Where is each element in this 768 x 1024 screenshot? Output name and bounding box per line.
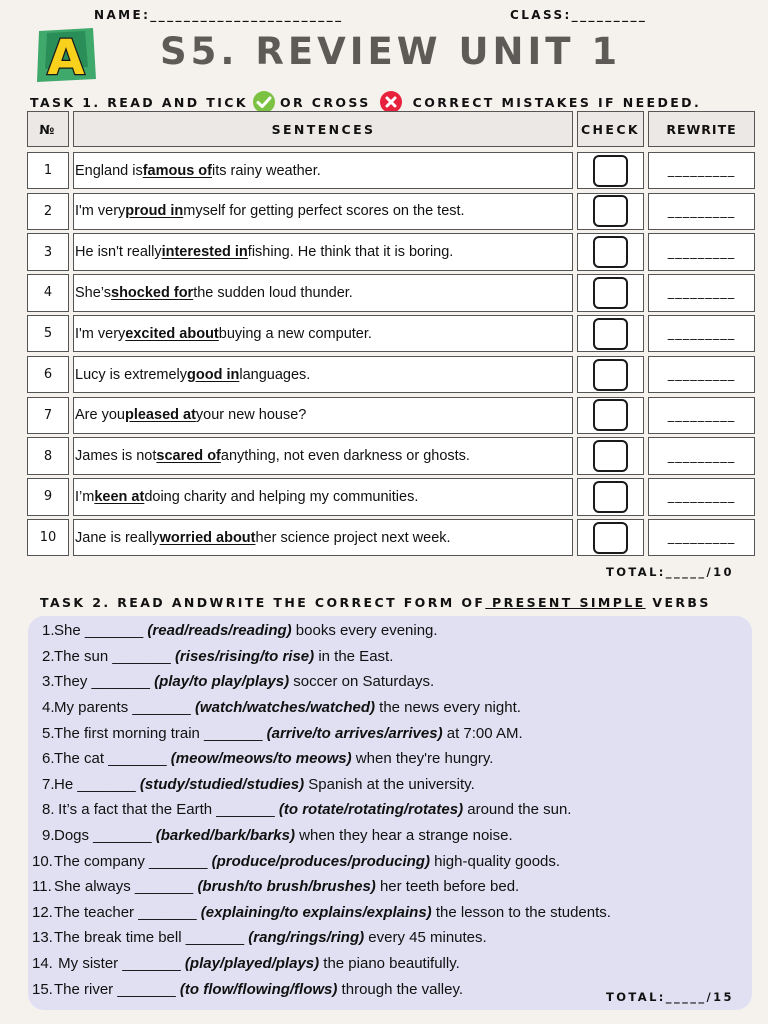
- sentence-after: fishing. He think that it is boring.: [247, 244, 454, 261]
- item-text-before: The break time bell _______: [54, 929, 249, 947]
- task2-item: [32, 951, 752, 977]
- task2-item: [32, 720, 752, 746]
- item-number: 7.: [42, 775, 55, 793]
- item-number: 5.: [42, 724, 55, 742]
- item-number: 9.: [42, 827, 55, 845]
- sentence-after: your new house?: [195, 407, 307, 424]
- letter-a-logo-icon: [35, 27, 97, 83]
- item-number: 2.: [42, 647, 55, 665]
- table-row: [27, 233, 755, 274]
- rewrite-blank[interactable]: _________: [648, 274, 755, 312]
- sentence-before: I'm very: [75, 325, 126, 342]
- sentence-after: anything, not even darkness or ghosts.: [220, 448, 470, 465]
- item-text-after: every 45 minutes.: [364, 929, 487, 947]
- task1-text-part2: OR CROSS: [279, 94, 371, 110]
- verb-options-text: (arrive/to arrives/arrives): [266, 724, 443, 742]
- verb-options-text: (to rotate/rotating/rotates): [278, 801, 464, 819]
- sentence-target-phrase: keen at: [94, 488, 145, 505]
- rewrite-blank[interactable]: _________: [648, 233, 755, 271]
- row-number: 2: [27, 193, 69, 231]
- item-text-after: the news every night.: [374, 699, 521, 717]
- task2-total[interactable]: TOTAL:_____/15: [606, 990, 734, 1004]
- item-text-after: the lesson to the students.: [431, 903, 611, 921]
- item-text-before: He _______: [54, 775, 140, 793]
- item-number: 14.: [32, 955, 53, 973]
- verb-options: [201, 904, 432, 921]
- item-number: 4.: [42, 699, 55, 717]
- sentence-after: the sudden loud thunder.: [193, 284, 353, 301]
- task1-total[interactable]: TOTAL:_____/10: [606, 565, 734, 579]
- row-number: 10: [27, 519, 69, 557]
- item-text-before: The company _______: [54, 852, 212, 870]
- sentence-table: [27, 111, 755, 560]
- sentence-after: buying a new computer.: [218, 325, 372, 342]
- task2-item: [32, 874, 752, 900]
- sentence-before: Jane is really: [75, 529, 160, 546]
- check-cell: [577, 437, 644, 475]
- item-text-before: My sister _______: [54, 955, 185, 973]
- task2-instructions: [40, 595, 711, 610]
- item-text-after: when they're hungry.: [351, 750, 494, 768]
- check-box[interactable]: [593, 359, 628, 391]
- item-text-after: at 7:00 AM.: [442, 724, 523, 742]
- table-row: [27, 152, 755, 193]
- task2-item: [32, 746, 752, 772]
- sentence-target-phrase: pleased at: [124, 407, 196, 424]
- sentence-target-phrase: interested in: [161, 244, 248, 261]
- task2-item: [32, 644, 752, 670]
- task1-text-part1: TASK 1. READ AND TICK: [30, 94, 248, 110]
- item-number: 12.: [32, 903, 53, 921]
- sentence-cell: [73, 397, 573, 435]
- table-row: [27, 315, 755, 356]
- verb-options: [171, 750, 352, 767]
- sentence-target-phrase: excited about: [125, 325, 219, 342]
- sentence-before: England is: [75, 162, 143, 179]
- task1-text-part3: CORRECT MISTAKES IF NEEDED.: [412, 94, 702, 110]
- verb-options-text: (rang/rings/ring): [248, 929, 365, 947]
- check-box[interactable]: [593, 440, 628, 472]
- task2-title-before: TASK 2. READ ANDWRITE THE CORRECT FORM OF: [40, 595, 486, 610]
- row-number: 6: [27, 356, 69, 394]
- item-text-before: The teacher _______: [54, 903, 201, 921]
- task2-item: [32, 797, 752, 823]
- verb-options: [180, 981, 337, 998]
- item-number: 3.: [42, 673, 55, 691]
- verb-options-text: (explaining/to explains/explains): [200, 903, 432, 921]
- rewrite-blank[interactable]: _________: [648, 519, 755, 557]
- item-text-before: The river _______: [54, 980, 180, 998]
- item-number: 6.: [42, 750, 55, 768]
- item-text-before: My parents _______: [54, 699, 195, 717]
- check-box[interactable]: [593, 522, 628, 554]
- check-cell: [577, 397, 644, 435]
- row-number: 8: [27, 437, 69, 475]
- check-cell: [577, 356, 644, 394]
- verb-options-text: (meow/meows/to meows): [170, 750, 352, 768]
- row-number: 9: [27, 478, 69, 516]
- sentence-cell: [73, 519, 573, 557]
- name-field-label[interactable]: NAME:_______________________: [94, 8, 344, 22]
- item-text-after: soccer on Saturdays.: [289, 673, 435, 691]
- page-title: S5. REVIEW UNIT 1: [160, 30, 622, 73]
- table-row: [27, 437, 755, 478]
- sentence-target-phrase: scared of: [156, 448, 221, 465]
- sentence-before: I'm very: [75, 203, 126, 220]
- sentence-before: James is not: [75, 448, 157, 465]
- item-text-before: They _______: [54, 673, 155, 691]
- table-row: [27, 478, 755, 519]
- item-text-after: her teeth before bed.: [375, 878, 520, 896]
- check-cell: [577, 315, 644, 353]
- item-text-after: the piano beautifully.: [319, 955, 460, 973]
- verb-options: [248, 929, 364, 946]
- column-header-number: №: [27, 111, 69, 147]
- verb-options: [197, 878, 375, 895]
- sentence-cell: [73, 315, 573, 353]
- verb-options-text: (barked/bark/barks): [155, 827, 295, 845]
- task2-item: [32, 925, 752, 951]
- check-box[interactable]: [593, 318, 628, 350]
- check-box[interactable]: [593, 481, 628, 513]
- item-text-after: in the East.: [314, 647, 394, 665]
- verb-options-text: (to flow/flowing/flows): [179, 980, 338, 998]
- verb-options-text: (brush/to brush/brushes): [197, 878, 376, 896]
- task2-item: [32, 772, 752, 798]
- sentence-before: Lucy is extremely: [75, 366, 188, 383]
- column-header-sentences: SENTENCES: [73, 111, 573, 147]
- row-number: 4: [27, 274, 69, 312]
- rewrite-blank[interactable]: _________: [648, 315, 755, 353]
- item-text-before: It’s a fact that the Earth _______: [54, 801, 279, 819]
- item-number: 1.: [42, 622, 55, 640]
- verb-options-text: (study/studied/studies): [139, 775, 305, 793]
- verb-options-text: (read/reads/reading): [147, 622, 292, 640]
- task2-item: [32, 695, 752, 721]
- sentence-after: her science project next week.: [255, 529, 451, 546]
- check-box[interactable]: [593, 155, 628, 187]
- sentence-cell: [73, 193, 573, 231]
- check-cell: [577, 519, 644, 557]
- check-box[interactable]: [593, 236, 628, 268]
- verb-options: [212, 853, 430, 870]
- task2-item: [32, 618, 752, 644]
- rewrite-blank[interactable]: _________: [648, 356, 755, 394]
- row-number: 5: [27, 315, 69, 353]
- check-box[interactable]: [593, 195, 628, 227]
- check-cell: [577, 193, 644, 231]
- item-number: 11.: [32, 878, 52, 896]
- item-number: 13.: [32, 929, 53, 947]
- table-row: [27, 274, 755, 315]
- rewrite-blank[interactable]: _________: [648, 478, 755, 516]
- item-text-after: books every evening.: [291, 622, 438, 640]
- verb-options: [175, 648, 314, 665]
- sentence-before: I’m: [75, 488, 95, 505]
- check-cell: [577, 478, 644, 516]
- item-text-after: Spanish at the university.: [304, 775, 475, 793]
- sentence-after: languages.: [239, 366, 311, 383]
- rewrite-blank[interactable]: _________: [648, 397, 755, 435]
- verb-options: [195, 699, 375, 716]
- sentence-before: Are you: [75, 407, 125, 424]
- item-text-before: The sun _______: [54, 647, 175, 665]
- item-text-after: through the valley.: [337, 980, 464, 998]
- verb-options-text: (play/played/plays): [184, 955, 320, 973]
- sentence-cell: [73, 356, 573, 394]
- sentence-before: He isn't really: [75, 244, 162, 261]
- verb-options-text: (rises/rising/to rise): [174, 647, 315, 665]
- verb-options-text: (play/to play/plays): [154, 673, 290, 691]
- task2-item: [32, 900, 752, 926]
- item-text-before: She _______: [54, 622, 148, 640]
- task2-title-after: VERBS: [645, 595, 711, 610]
- sentence-target-phrase: worried about: [159, 529, 256, 546]
- item-text-before: She always _______: [54, 878, 198, 896]
- column-header-rewrite: REWRITE: [648, 111, 755, 147]
- table-row: [27, 519, 755, 560]
- sentence-after: doing charity and helping my communities.: [144, 488, 419, 505]
- verb-options: [140, 776, 304, 793]
- verb-options: [156, 827, 295, 844]
- item-number: 15.: [32, 980, 53, 998]
- verb-options: [279, 801, 463, 818]
- sentence-target-phrase: shocked for: [111, 284, 194, 301]
- task2-item-list: [32, 618, 752, 1002]
- task2-title-underlined: PRESENT SIMPLE: [485, 595, 646, 610]
- sentence-target-phrase: famous of: [142, 162, 212, 179]
- check-cell: [577, 233, 644, 271]
- check-box[interactable]: [593, 399, 628, 431]
- task2-item: [32, 848, 752, 874]
- sentence-cell: [73, 233, 573, 271]
- class-field-label[interactable]: CLASS:_________: [510, 8, 648, 22]
- sentence-cell: [73, 478, 573, 516]
- sentence-target-phrase: good in: [187, 366, 240, 383]
- task2-item: [32, 823, 752, 849]
- verb-options-text: (watch/watches/watched): [194, 699, 375, 717]
- table-row: [27, 397, 755, 438]
- check-cell: [577, 152, 644, 190]
- table-header-row: [27, 111, 755, 152]
- row-number: 7: [27, 397, 69, 435]
- verb-options: [185, 955, 319, 972]
- rewrite-blank[interactable]: _________: [648, 152, 755, 190]
- item-text-before: The cat _______: [54, 750, 171, 768]
- check-box[interactable]: [593, 277, 628, 309]
- row-number: 3: [27, 233, 69, 271]
- verb-options: [267, 725, 443, 742]
- verb-options-text: (produce/produces/producing): [211, 852, 430, 870]
- sentence-cell: [73, 437, 573, 475]
- item-text-before: Dogs _______: [54, 827, 156, 845]
- item-number: 8.: [42, 801, 55, 819]
- task2-item: [32, 669, 752, 695]
- item-text-after: high-quality goods.: [429, 852, 561, 870]
- sentence-after: myself for getting perfect scores on the test.: [183, 203, 465, 220]
- row-number: 1: [27, 152, 69, 190]
- column-header-check: CHECK: [577, 111, 644, 147]
- item-text-before: The first morning train _______: [54, 724, 267, 742]
- item-number: 10.: [32, 852, 53, 870]
- item-text-after: when they hear a strange noise.: [294, 827, 513, 845]
- rewrite-blank[interactable]: _________: [648, 193, 755, 231]
- check-cell: [577, 274, 644, 312]
- sentence-after: its rainy weather.: [212, 162, 321, 179]
- table-row: [27, 193, 755, 234]
- logo-letter: A: [47, 30, 85, 83]
- item-text-after: around the sun.: [463, 801, 572, 819]
- table-row: [27, 356, 755, 397]
- sentence-cell: [73, 152, 573, 190]
- sentence-cell: [73, 274, 573, 312]
- rewrite-blank[interactable]: _________: [648, 437, 755, 475]
- sentence-before: She’s: [75, 284, 112, 301]
- verb-options: [154, 673, 289, 690]
- sentence-target-phrase: proud in: [125, 203, 184, 220]
- verb-options: [147, 622, 291, 639]
